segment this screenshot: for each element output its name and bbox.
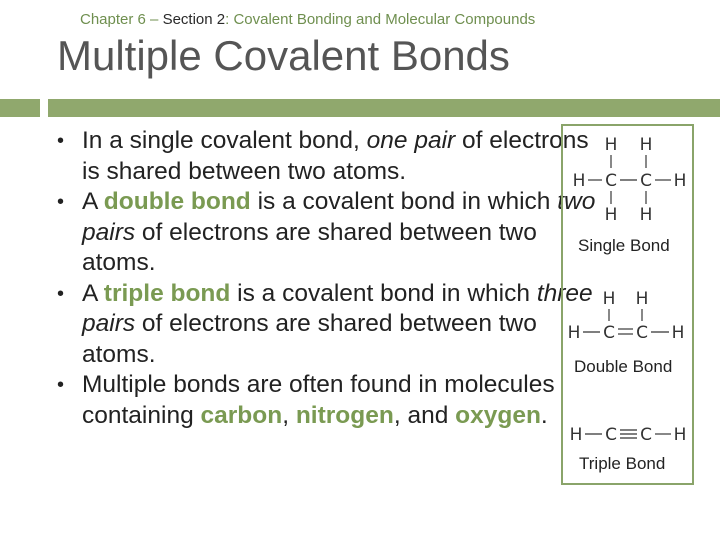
bullet-text: A (82, 279, 104, 307)
atom-c: C (603, 323, 615, 342)
caption-double-bond: Double Bond (574, 357, 673, 376)
atom-h: H (604, 135, 618, 155)
atom-h: H (671, 323, 685, 342)
term-nitrogen: nitrogen (295, 401, 394, 429)
atom-h: H (673, 425, 687, 445)
atom-c: C (640, 171, 652, 191)
bullet-text: of electrons is shared between two atoms. (82, 127, 589, 185)
bullet-text: of electrons are shared between two atoms. (82, 310, 537, 368)
caption-triple-bond: Triple Bond (579, 454, 666, 473)
atom-h: H (569, 425, 583, 445)
bullet-text: is a covalent bond in which (230, 279, 537, 307)
atom-c: C (636, 323, 648, 342)
atom-h: H (635, 289, 649, 309)
atom-h: H (572, 171, 586, 191)
atom-h: H (604, 205, 618, 225)
atom-h: H (602, 289, 616, 309)
atom-c: C (605, 425, 617, 445)
bullet-dot: • (57, 282, 65, 305)
header-topic: : Covalent Bonding and Molecular Compounds (225, 11, 536, 28)
accent-bar-left (0, 99, 40, 117)
bullet-text: , and (393, 401, 456, 429)
term-carbon: carbon (200, 401, 283, 429)
bullet-list (57, 126, 597, 431)
atom-h: H (567, 323, 581, 342)
bullet-text: In a single covalent bond, (82, 127, 367, 154)
bullet-emphasis: two pairs (82, 188, 596, 246)
ethane-structure (566, 132, 692, 226)
bullet-emphasis: three pairs (82, 279, 593, 337)
term-oxygen: oxygen (455, 401, 541, 429)
bullet-multiple-bonds (57, 370, 597, 431)
atom-h: H (673, 171, 687, 191)
slide-title: Multiple Covalent Bonds (57, 32, 510, 79)
term-triple-bond: triple bond (103, 279, 231, 307)
bullet-dot: • (57, 191, 65, 213)
term-double-bond: double bond (103, 188, 251, 215)
bullet-text: , (282, 401, 296, 429)
atom-c: C (605, 171, 617, 191)
caption-single-bond: Single Bond (578, 236, 670, 255)
double-bond-structure (562, 286, 692, 342)
bullet-dot: • (57, 374, 65, 396)
bullet-text: of electrons are shared between two atoms. (82, 218, 537, 276)
triple-bond-structure (566, 418, 692, 450)
bullet-triple-bond (57, 279, 597, 371)
slide-header (80, 11, 535, 28)
accent-bar-main (48, 99, 720, 117)
bullet-double-bond (57, 187, 597, 279)
header-chapter: Chapter 6 – (80, 11, 163, 28)
header-section: Section 2 (162, 11, 226, 28)
bullet-dot: • (57, 130, 65, 152)
atom-h: H (639, 205, 653, 225)
bullet-text: A (82, 188, 104, 215)
bullet-text: is a covalent bond in which (250, 188, 558, 215)
bullet-text: . (540, 401, 548, 429)
atom-h: H (639, 135, 653, 155)
bullet-text: Multiple bonds are often found in molecules containing (82, 371, 555, 429)
atom-c: C (640, 425, 652, 445)
bullet-single-bond (57, 126, 597, 187)
bullet-emphasis: one pair (366, 127, 456, 154)
